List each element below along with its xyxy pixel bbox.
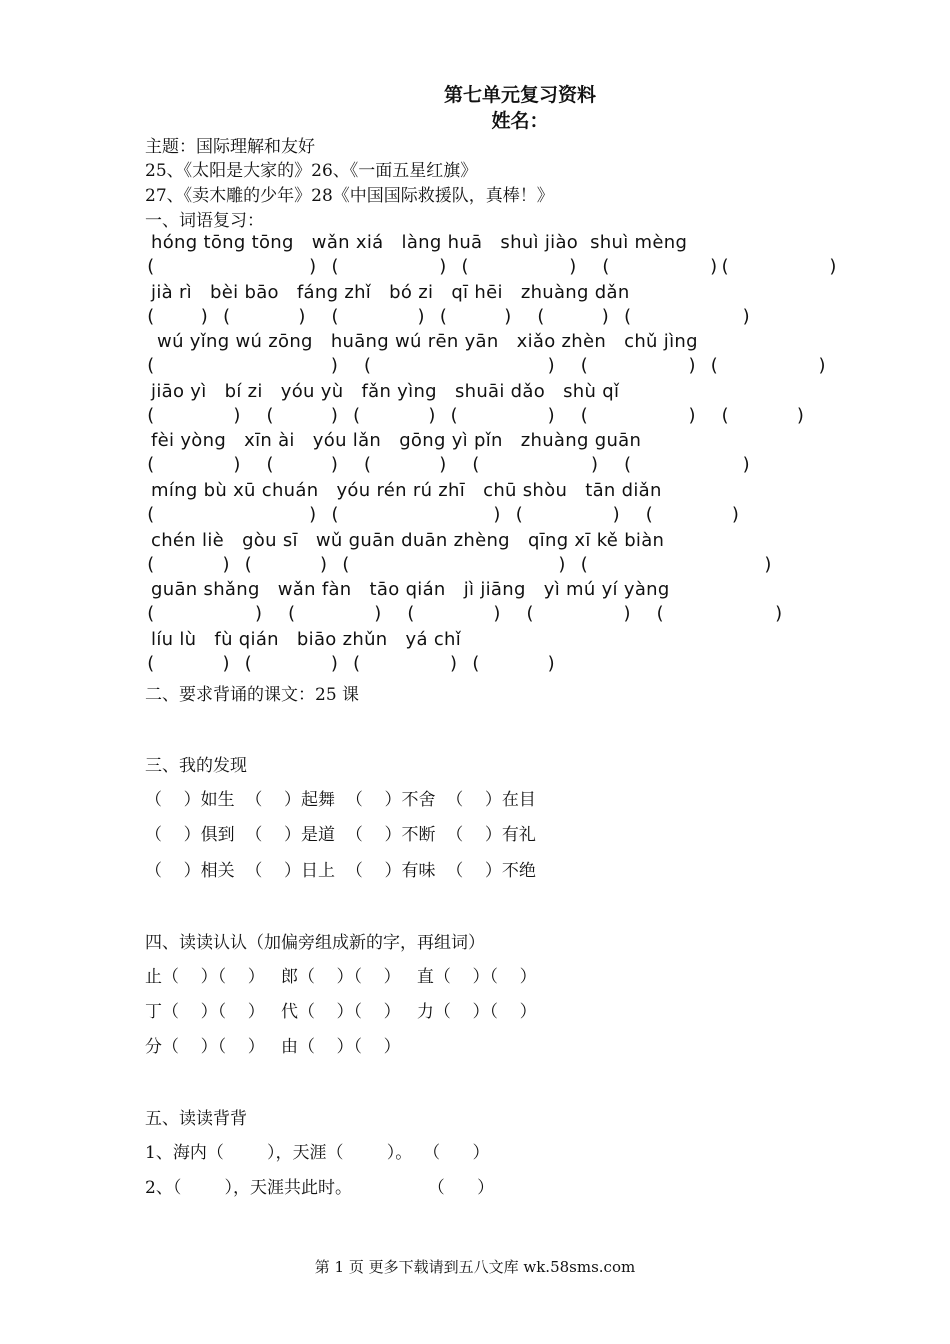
recite-line-2: 2、（ ），天涯共此时。 （ ） [145,1178,495,1198]
lessons-line-2: 27、《卖木雕的少年》28《中国国际救援队，真棒！》 [145,186,554,206]
answer-blanks[interactable]: ( ) ( ) ( ) ( ) ( ) [145,454,752,476]
page-title: 第七单元复习资料 [443,84,596,106]
answer-blanks[interactable]: ( ) ( ) ( ) ( ) [145,504,742,525]
pinyin-row: wú yǐng wú zōng huāng wú rēn yān xiǎo zhèn chǔ jìng [145,331,698,353]
radical-row: 丁（ ）（ ） 代（ ）（ ） 力（ ）（ ） [145,1002,537,1022]
pinyin-row: guān shǎng wǎn fàn tāo qián jì jiāng yì mú yí yàng [145,579,670,601]
radical-row: 分（ ）（ ） 由（ ）（ ） [145,1037,401,1057]
pinyin-row: hóng tōng tōng wǎn xiá làng huā shuì jiào shuì mèng [145,232,688,253]
answer-blanks[interactable]: ( ) ( ) ( ) ( ) [145,652,557,674]
discovery-row: （ ）相关 （ ）日上 （ ）有味 （ ）不绝 [145,861,536,881]
page-footer: 第 1 页 更多下载请到五八文库 wk.58sms.com [314,1258,636,1276]
answer-blanks[interactable]: ( ) ( ) ( ) ( )( ) [145,256,839,277]
section-1-heading: 一、词语复习： [145,211,264,231]
pinyin-row: fèi yòng xīn ài yóu lǎn gōng yì pǐn zhuàng guān [145,430,642,452]
answer-blanks[interactable]: ( ) ( ) ( ) ( ) ( ) ( ) [145,305,752,327]
pinyin-row: míng bù xū chuán yóu rén rú zhī chū shòu tān diǎn [145,480,662,501]
section-2-heading: 二、要求背诵的课文：25 课 [145,685,360,705]
discovery-row: （ ）俱到 （ ）是道 （ ）不断 （ ）有礼 [145,825,536,845]
radical-row: 止（ ）（ ） 郎（ ）（ ） 直（ ）（ ） [145,967,537,987]
discovery-row: （ ）如生 （ ）起舞 （ ）不舍 （ ）在目 [145,790,536,810]
pinyin-row: jiāo yì bí zi yóu yù fǎn yìng shuāi dǎo shù qǐ [145,380,620,402]
pinyin-row: jià rì bèi bāo fáng zhǐ bó zi qī hēi zhuàng dǎn [145,281,630,303]
lessons-line-1: 25、《太阳是大家的》26、《一面五星红旗》 [145,161,478,181]
pinyin-row: chén liè gòu sī wǔ guān duān zhèng qīng xī kě biàn [145,529,665,551]
section-5-heading: 五、读读背背 [145,1109,247,1129]
section-3-heading: 三、我的发现 [145,756,247,776]
theme-line: 主题：国际理解和友好 [145,137,315,157]
answer-blanks[interactable]: ( ) ( ) ( ) ( ) [145,553,774,575]
pinyin-row: líu lù fù qián biāo zhǔn yá chǐ [145,628,462,650]
answer-blanks[interactable]: ( ) ( ) ( ) ( ) ( ) [145,603,785,625]
answer-blanks[interactable]: ( ) ( ) ( ) ( ) [145,355,828,377]
recite-line-1: 1、海内（ ），天涯（ ）。 （ ） [145,1143,490,1163]
name-label: 姓名： [491,110,549,132]
answer-blanks[interactable]: ( ) ( ) ( ) ( ) ( ) ( ) [145,404,807,426]
section-4-heading: 四、读读认认（加偏旁组成新的字，再组词） [145,933,485,953]
